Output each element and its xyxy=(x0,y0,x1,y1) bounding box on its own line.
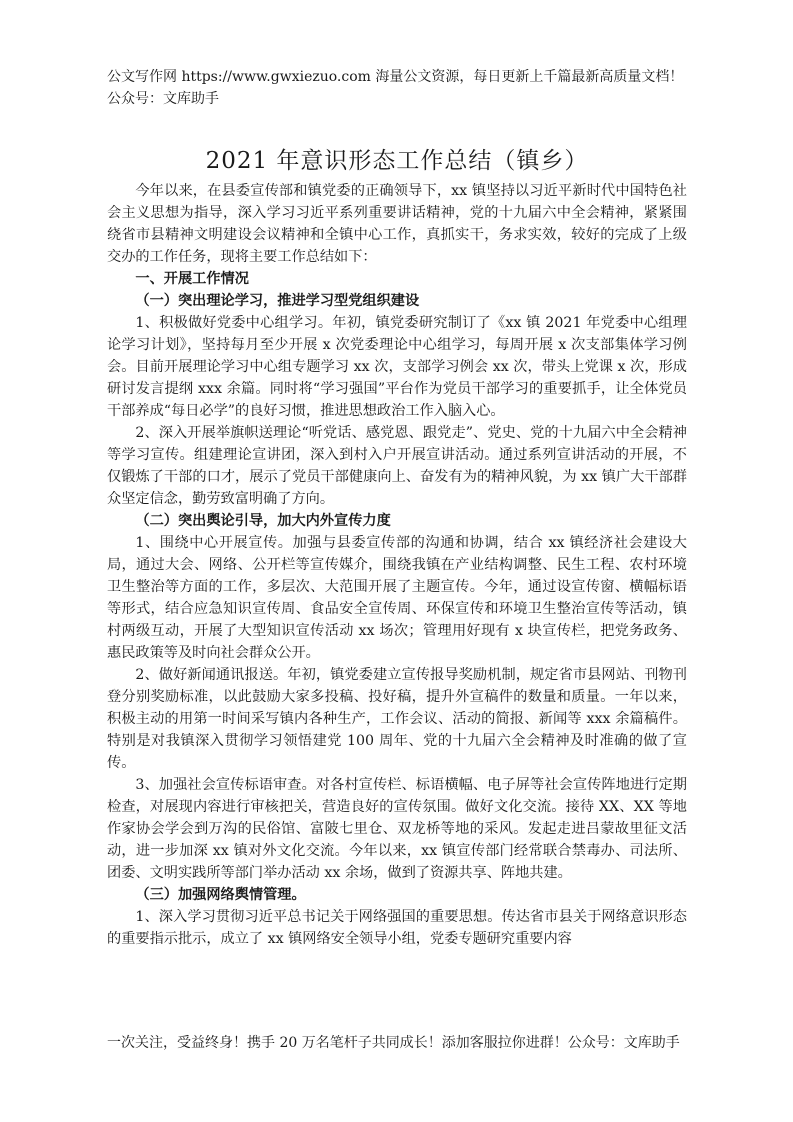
subsection2-paragraph-3: 3、加强社会宣传标语审查。对各村宣传栏、标语横幅、电子屏等社会宣传阵地进行定期检查，对展现内容进行审核把关，营造良好的宣传氛围。做好文化交流。接待 XX、XX 等地作家协会学会到万沟的民俗馆、富陂七里仓、双龙桥等地的采风。发起走进吕蒙故里征文活动，进一步加深 xx 镇对外文化交流。今年以来，xx 镇宣传部门经常联合禁毒办、司法所、团委、文明实践所等部门举办活动 xx 余场，做到了资源共享、阵地共建。 xyxy=(107,777,687,881)
section1-heading: 一、开展工作情况 xyxy=(135,271,249,287)
document-title: 2021 年意识形态工作总结（镇乡） xyxy=(205,148,589,174)
subsection1-heading: （一）突出理论学习，推进学习型党组织建设 xyxy=(135,293,420,309)
page-footer xyxy=(107,1032,687,1054)
header-text: 公文写作网 https://www.gwxiezuo.com 海量公文资源，每日更新上千篇最新高质量文档！ 公众号：文库助手 xyxy=(107,69,684,107)
subsection1-paragraph-1: 1、积极做好党委中心组学习。年初，镇党委研究制订了《xx 镇 2021 年党委中心组理论学习计划》，坚持每月至少开展 x 次党委理论中心组学习，每周开展 x 次支部集体学习例会。目前开展理论学习中心组专题学习 xx 次，支部学习例会 xx 次，带头上党课 x 次，形成研讨发言提纲 xxx 余篇。同时将“学习强国”平台作为党员干部学习的重要抓手，让全体党员干部养成“每日必学”的良好习惯，推进思想政治工作入脑入心。 xyxy=(107,315,687,419)
page-header xyxy=(107,66,687,110)
subsection2-paragraph-1: 1、围绕中心开展宣传。加强与县委宣传部的沟通和协调，结合 xx 镇经济社会建设大局，通过大会、网络、公开栏等宣传媒介，围绕我镇在产业结构调整、民生工程、农村环境卫生整治等方面的工作，多层次、大范围开展了主题宣传。今年，通过设宣传窗、横幅标语等形式，结合应急知识宣传周、食品安全宣传周、环保宣传和环境卫生整治宣传等活动，镇村两级互动，开展了大型知识宣传活动 xx 场次；管理用好现有 x 块宣传栏，把党务政务、惠民政策等及时向社会群众公开。 xyxy=(107,535,687,661)
footer-text: 一次关注，受益终身！携手 20 万名笔杆子共同成长！添加客服拉你进群！公众号：文库助手 xyxy=(107,1035,680,1051)
intro-paragraph: 今年以来，在县委宣传部和镇党委的正确领导下，xx 镇坚持以习近平新时代中国特色社会主义思想为指导，深入学习习近平系列重要讲话精神，党的十九届六中全会精神，紧紧围绕省市县精神文明建设会议精神和全镇中心工作，真抓实干，务求实效，较好的完成了上级交办的工作任务，现将主要工作总结如下： xyxy=(107,183,687,265)
document-body xyxy=(107,146,687,950)
subsection3-heading: （三）加强网络舆情管理。 xyxy=(135,887,306,903)
subsection3-paragraph-1: 1、深入学习贯彻习近平总书记关于网络强国的重要思想。传达省市县关于网络意识形态的重要指示批示，成立了 xx 镇网络安全领导小组，党委专题研究重要内容 xyxy=(107,909,687,947)
subsection1-paragraph-2: 2、深入开展举旗帜送理论“听党话、感党恩、跟党走”、党史、党的十九届六中全会精神等学习宣传。组建理论宣讲团，深入到村入户开展宣讲活动。通过系列宣讲活动的开展，不仅锻炼了干部的口才，展示了党员干部健康向上、奋发有为的精神风貌，为 xx 镇广大干部群众坚定信念，勤劳致富明确了方向。 xyxy=(107,425,687,507)
subsection2-paragraph-2: 2、做好新闻通讯报送。年初，镇党委建立宣传报导奖励机制，规定省市县网站、刊物刊登分别奖励标准，以此鼓励大家多投稿、投好稿，提升外宣稿件的数量和质量。一年以来，积极主动的用第一时间采写镇内各种生产，工作会议、活动的简报、新闻等 xxx 余篇稿件。特别是对我镇深入贯彻学习领悟建党 100 周年、党的十九届六全会精神及时准确的做了宣传。 xyxy=(107,667,687,771)
subsection2-heading: （二）突出舆论引导，加大内外宣传力度 xyxy=(135,513,391,529)
